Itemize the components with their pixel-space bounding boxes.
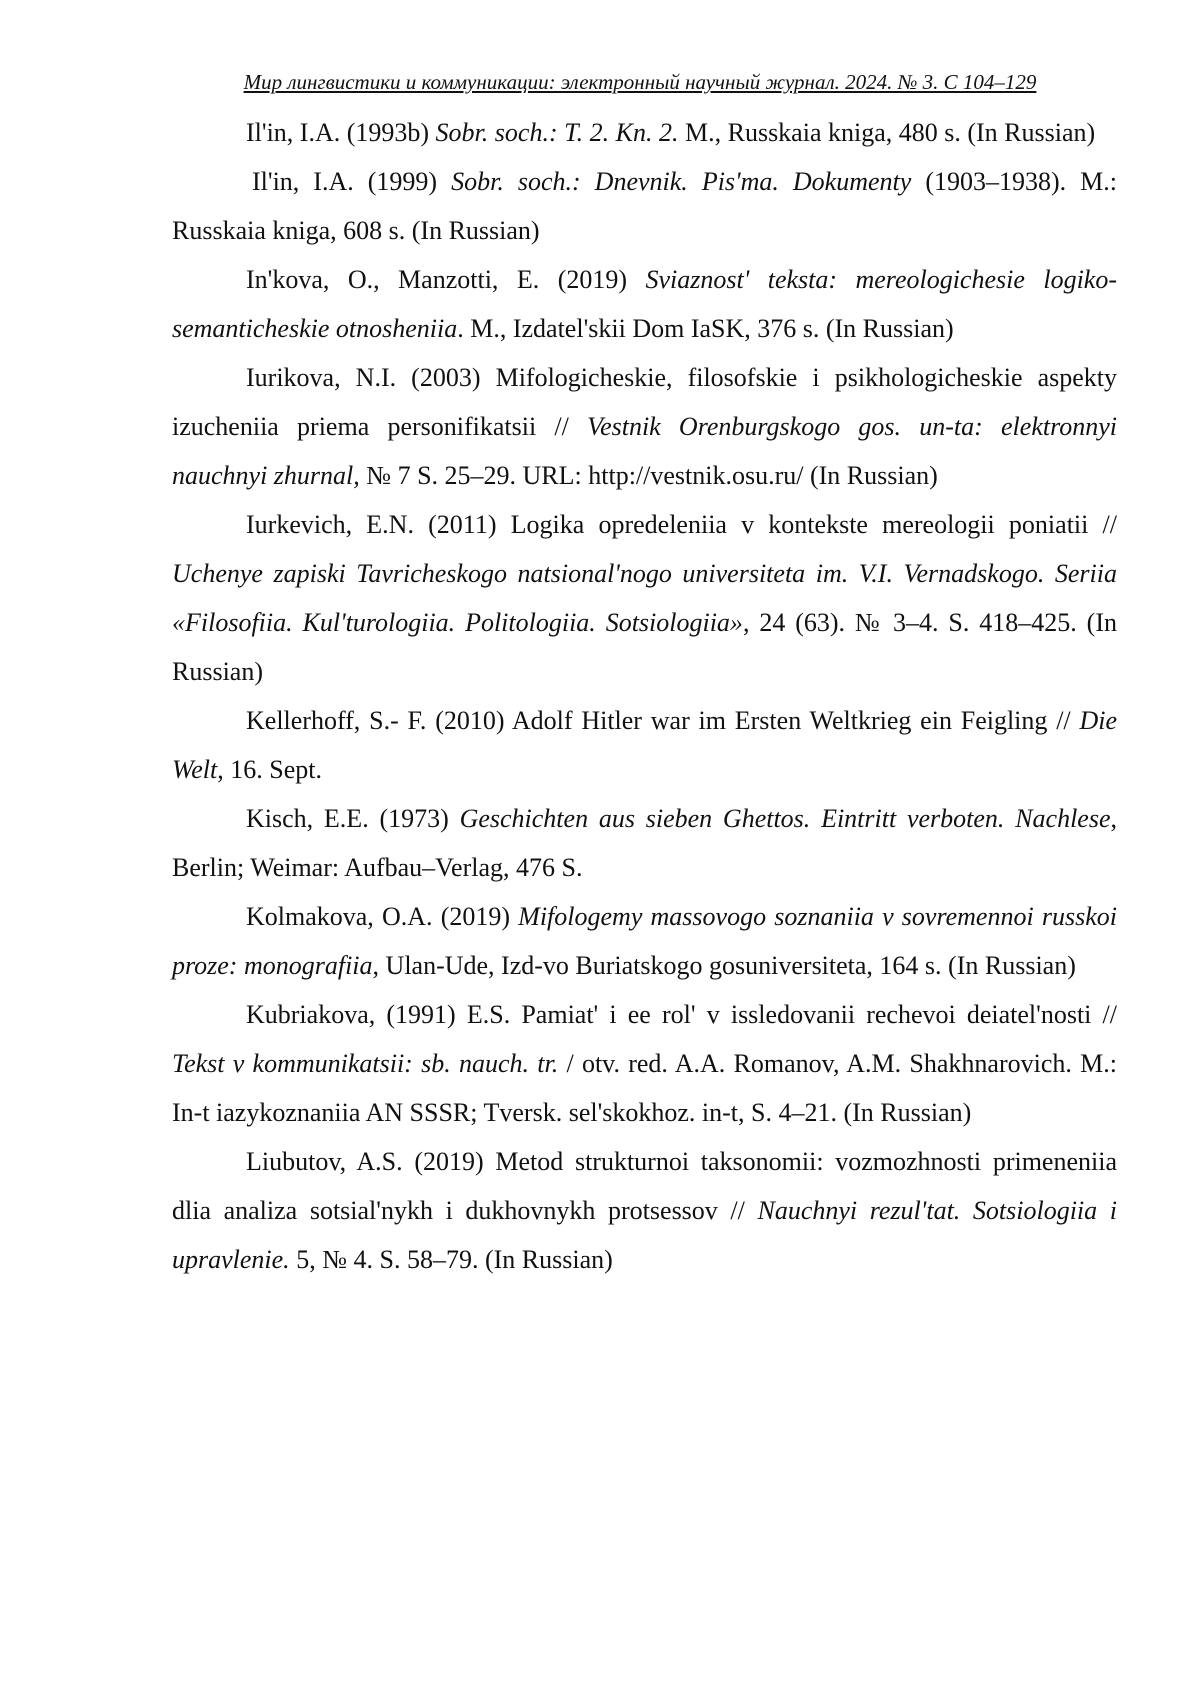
reference-text: Kellerhoff, S.- F. (2010) Adolf Hitler war im Ersten Weltkrieg ein Feigling // [246, 706, 1079, 735]
reference-text: . M., Izdatel'skii Dom IaSK, 376 s. (In Russian) [457, 314, 953, 343]
reference-text: , Ulan-Ude, Izd-vo Buriatskogo gosuniversiteta, 164 s. (In Russian) [373, 951, 1076, 980]
reference-text: (1903–1938). M.: Russkaia kniga, 608 s. (In Russian) [172, 167, 1117, 245]
reference-list [172, 108, 1117, 1284]
reference-entry [172, 157, 1117, 255]
reference-entry [172, 794, 1117, 892]
reference-text: , 16. Sept. [217, 755, 322, 784]
reference-text: , Berlin; Weimar: Aufbau–Verlag, 476 S. [172, 804, 1117, 882]
reference-italic: Sviaznost' teksta: mereologichesie logiko-semanticheskie otnosheniia [172, 265, 1117, 343]
reference-text: Iurikova, N.I. (2003) Mifologicheskie, filosofskie i psikhologicheskie aspekty izucheniia priema personifikatsii // [172, 363, 1117, 441]
reference-italic: Nauchnyi rezul'tat. Sotsiologiia i upravlenie. [172, 1196, 1117, 1274]
reference-text: Kolmakova, O.A. (2019) [246, 902, 518, 931]
reference-text: Kubriakova, (1991) E.S. Pamiat' i ee rol' v issledovanii rechevoi deiatel'nosti // [246, 1000, 1117, 1029]
reference-text: 5, № 4. S. 58–79. (In Russian) [290, 1245, 613, 1274]
reference-text: In'kova, O., Manzotti, E. (2019) [246, 265, 645, 294]
reference-entry [172, 990, 1117, 1137]
page [0, 0, 1200, 1697]
reference-italic: Mifologemy massovogo soznaniia v sovremennoi russkoi proze: monografiia [172, 902, 1117, 980]
reference-italic: Die Welt [172, 706, 1117, 784]
reference-text: № 7 S. 25–29. URL: http://vestnik.osu.ru/ (In Russian) [360, 461, 938, 490]
reference-text: Liubutov, A.S. (2019) Metod strukturnoi taksonomii: vozmozhnosti primeneniia dlia analiza sotsial'nykh i dukhovnykh protsessov // [172, 1147, 1117, 1225]
reference-italic: Sobr. soch.: Dnevnik. Pis'ma. Dokumenty [451, 167, 911, 196]
reference-italic: Sobr. soch.: T. 2. Kn. 2. [436, 118, 679, 147]
reference-text: Iurkevich, E.N. (2011) Logika opredeleniia v kontekste mereologii poniatii // [246, 510, 1117, 539]
reference-italic: Geschichten aus sieben Ghettos. Eintritt verboten. Nachlese [460, 804, 1111, 833]
reference-italic: Vestnik Orenburgskogo gos. un-ta: elektronnyi nauchnyi zhurnal, [172, 412, 1117, 490]
reference-entry [172, 500, 1117, 696]
reference-text: / otv. red. A.A. Romanov, A.M. Shakhnarovich. M.: In-t iazykoznaniia AN SSSR; Tversk. sel'skokhoz. in-t, S. 4–21. (In Russian) [172, 1049, 1117, 1127]
reference-entry [172, 108, 1117, 157]
reference-text: Il'in, I.A. (1993b) [246, 118, 436, 147]
reference-italic: Tekst v kommunikatsii: sb. nauch. tr. [172, 1049, 558, 1078]
reference-entry [172, 353, 1117, 500]
reference-italic: Uchenye zapiski Tavricheskogo natsional'nogo universiteta im. V.I. Vernadskogo. Seriia «Filosofiia. Kul'turologiia. Politologiia. Sotsiologiia» [172, 559, 1117, 637]
reference-text: Kisch, E.E. (1973) [246, 804, 460, 833]
reference-text: , 24 (63). № 3–4. S. 418–425. (In Russian) [172, 608, 1117, 686]
reference-entry [172, 892, 1117, 990]
reference-entry [172, 1137, 1117, 1284]
reference-entry [172, 255, 1117, 353]
reference-text: Il'in, I.A. (1999) [252, 167, 451, 196]
reference-entry [172, 696, 1117, 794]
reference-text: M., Russkaia kniga, 480 s. (In Russian) [678, 118, 1095, 147]
journal-header: Мир лингвистики и коммуникации: электронный научный журнал. 2024. № 3. С 104–129 [170, 70, 1110, 95]
